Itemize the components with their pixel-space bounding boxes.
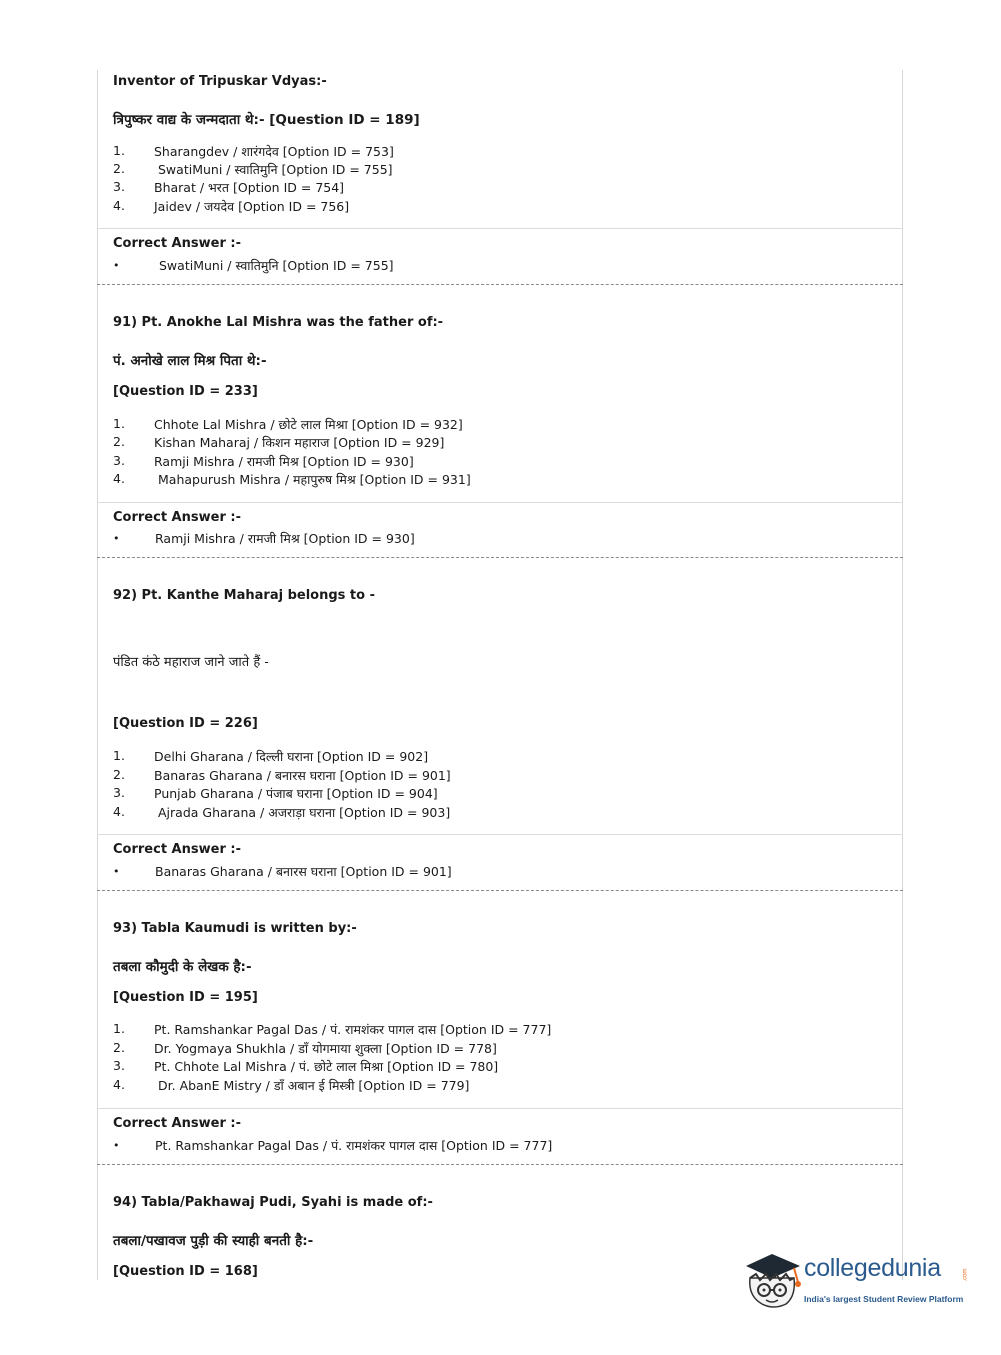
correct-answer-label: Correct Answer :- [113,842,241,857]
question-93-id: [Question ID = 195] [113,990,258,1005]
question-93-english: 93) Tabla Kaumudi is written by:- [113,921,357,936]
option-number: 2. [113,1040,125,1055]
correct-answer-label: Correct Answer :- [113,510,241,525]
answer-bullet: • [113,259,120,272]
option-number: 4. [113,471,125,486]
option-text: Dr. AbanE Mistry / डॉं अबान ई मिस्त्री [Option ID = 779] [158,1078,470,1093]
option-text: Ramji Mishra / रामजी मिश्र [Option ID = 930] [154,454,414,469]
answer-separator [97,1108,903,1109]
option-text: Dr. Yogmaya Shukhla / डॉं योगमाया शुक्ला [Option ID = 778] [154,1041,497,1056]
option-number: 4. [113,804,125,819]
option-number: 3. [113,179,125,194]
option-text: Sharangdev / शारंगदेव [Option ID = 753] [154,144,394,159]
correct-answer-text: Pt. Ramshankar Pagal Das / पं. रामशंकर पागल दास [Option ID = 777] [155,1138,553,1153]
logo-tagline: India's largest Student Review Platform [804,1294,964,1304]
option-number: 1. [113,416,125,431]
option-number: 1. [113,748,125,763]
answer-bullet: • [113,865,120,878]
option-number: 1. [113,1021,125,1036]
option-text: Delhi Gharana / दिल्ली घराना [Option ID = 902] [154,749,429,764]
option-number: 2. [113,434,125,449]
question-92-english: 92) Pt. Kanthe Maharaj belongs to - [113,588,375,603]
correct-answer-label: Correct Answer :- [113,1116,241,1131]
question-94-id: [Question ID = 168] [113,1264,258,1279]
option-number: 2. [113,767,125,782]
option-text: Punjab Gharana / पंजाब घराना [Option ID = 904] [154,786,438,801]
logo-suffix: .com [962,1268,969,1282]
question-94-english: 94) Tabla/Pakhawaj Pudi, Syahi is made of:- [113,1195,433,1210]
correct-answer-text: SwatiMuni / स्वातिमुनि [Option ID = 755] [159,258,394,273]
option-number: 4. [113,1077,125,1092]
question-91-id: [Question ID = 233] [113,384,258,399]
question-separator [97,557,903,558]
option-text: Pt. Ramshankar Pagal Das / पं. रामशंकर पागल दास [Option ID = 777] [154,1022,552,1037]
option-text: SwatiMuni / स्वातिमुनि [Option ID = 755] [158,162,393,177]
question-90-english: Inventor of Tripuskar Vdyas:- [113,74,327,89]
question-91-english: 91) Pt. Anokhe Lal Mishra was the father of:- [113,315,444,330]
option-number: 3. [113,785,125,800]
option-text: Chhote Lal Mishra / छोटे लाल मिश्रा [Option ID = 932] [154,417,463,432]
option-text: Jaidev / जयदेव [Option ID = 756] [154,199,350,214]
correct-answer-text: Banaras Gharana / बनारस घराना [Option ID = 901] [155,864,452,879]
question-separator [97,890,903,891]
option-number: 3. [113,453,125,468]
option-text: Bharat / भरत [Option ID = 754] [154,180,345,195]
question-91-hindi: पं. अनोखे लाल मिश्र पिता थे:- [113,353,267,369]
question-separator [97,1164,903,1165]
answer-separator [97,502,903,503]
option-text: Pt. Chhote Lal Mishra / पं. छोटे लाल मिश्रा [Option ID = 780] [154,1059,499,1074]
option-number: 3. [113,1058,125,1073]
option-number: 2. [113,161,125,176]
question-92-id: [Question ID = 226] [113,716,258,731]
answer-bullet: • [113,532,120,545]
page-border-right [902,70,903,1280]
question-90-hindi: त्रिपुष्कर वाद्य के जन्मदाता थे:- [Question ID = 189] [113,112,420,128]
option-text: Banaras Gharana / बनारस घराना [Option ID = 901] [154,768,451,783]
option-text: Ajrada Gharana / अजराड़ा घराना [Option ID = 903] [158,805,451,820]
option-text: Mahapurush Mishra / महापुरुष मिश्र [Option ID = 931] [158,472,471,487]
answer-bullet: • [113,1139,120,1152]
question-92-hindi: पंडित कंठे महाराज जाने जाते हैं - [113,655,269,670]
question-94-hindi: तबला/पखावज पुड़ी की स्याही बनती है:- [113,1233,314,1249]
mascot-icon [742,1248,804,1312]
option-text: Kishan Maharaj / किशन महाराज [Option ID = 929] [154,435,445,450]
answer-separator [97,228,903,229]
correct-answer-text: Ramji Mishra / रामजी मिश्र [Option ID = 930] [155,531,415,546]
question-separator [97,284,903,285]
answer-separator [97,834,903,835]
logo-wordmark: collegedunia [804,1254,941,1282]
option-number: 1. [113,143,125,158]
collegedunia-logo [742,1248,970,1312]
page-border-left [97,70,98,1280]
option-number: 4. [113,198,125,213]
correct-answer-label: Correct Answer :- [113,236,241,251]
question-93-hindi: तबला कौमुदी के लेखक है:- [113,959,252,975]
